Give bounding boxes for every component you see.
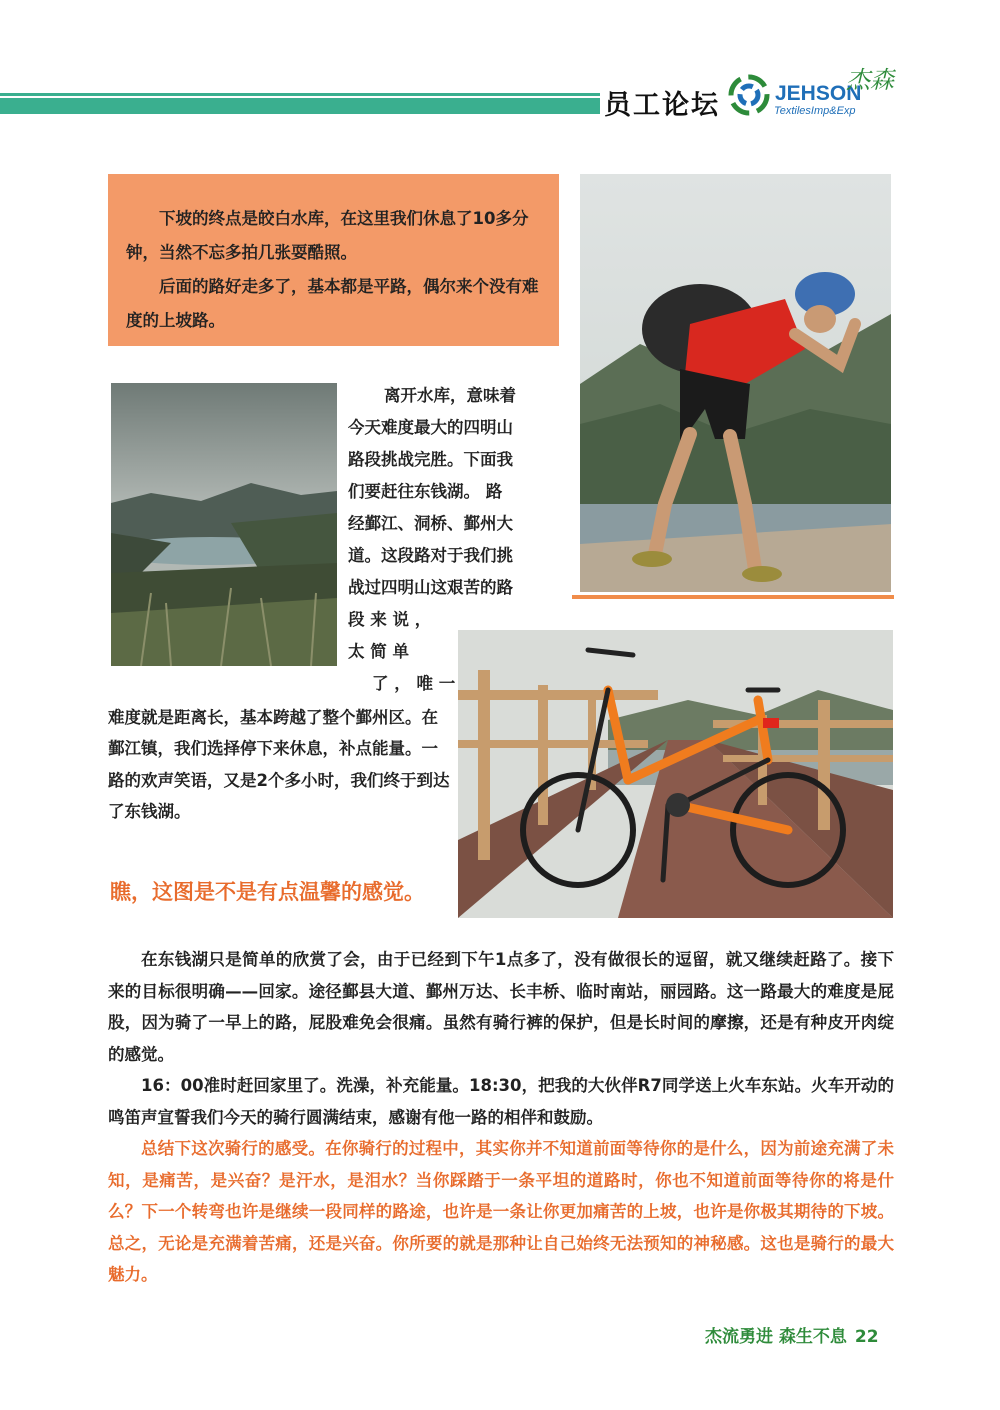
company-logo bbox=[728, 60, 898, 122]
main-para-1: 在东钱湖只是简单的欣赏了会，由于已经到下午1点多了，没有做很长的逗留，就又继续赶路了。接下来的目标很明确——回家。途径鄞县大道、鄞州万达、长丰桥、临时南站，丽园路。这一路最大的难度是屁股，因为骑了一早上的路，屁股难免会很痛。虽然有骑行裤的保护，但是长时间的摩擦，还是有种皮开肉绽的感觉。 bbox=[108, 950, 894, 1064]
wrap-line-8: 段 来 说 ， bbox=[348, 610, 432, 629]
wrap-line-1: 离开水库，意味着 bbox=[384, 386, 516, 405]
wrap-line-5: 经鄞江、洞桥、鄞州大 bbox=[348, 514, 513, 533]
logo-brand: JEHSON bbox=[775, 82, 862, 105]
wrap-line-10: 了 ， 唯 一 bbox=[372, 674, 456, 693]
wrap-line-2: 今天难度最大的四明山 bbox=[348, 418, 513, 437]
highlight-para-2: 后面的路好走多了，基本都是平路，偶尔来个没有难度的上坡路。 bbox=[126, 277, 539, 330]
highlight-box bbox=[108, 174, 559, 346]
footer-slogan: 杰流勇进 森生不息 bbox=[705, 1327, 847, 1347]
section-title: 员工论坛 bbox=[604, 90, 720, 121]
wrap-line-3: 路段挑战完胜。下面我 bbox=[348, 450, 513, 469]
main-article bbox=[108, 944, 894, 1291]
wrap-continuation: 难度就是距离长，基本跨越了整个鄞州区。在鄞江镇，我们选择停下来休息，补点能量。一路的欢声笑语，又是2个多小时，我们终于到达了东钱湖。 bbox=[108, 708, 450, 822]
photo-caption: 瞧，这图是不是有点温馨的感觉。 bbox=[110, 880, 425, 904]
wrap-line-4: 们要赶往东钱湖。 路 bbox=[348, 482, 503, 501]
wrap-line-6: 道。这段路对于我们挑 bbox=[348, 546, 513, 565]
header-stripe bbox=[0, 98, 600, 114]
page-number: 22 bbox=[854, 1327, 879, 1347]
wrap-line-9: 太 简 单 bbox=[348, 642, 409, 661]
logo-chinese: 杰森 bbox=[846, 66, 894, 94]
cyclist-photo bbox=[580, 174, 891, 592]
summary-para: 总结下这次骑行的感受。在你骑行的过程中，其实你并不知道前面等待你的是什么，因为前途充满了未知，是痛苦，是兴奋？是汗水，是泪水？当你踩踏于一条平坦的道路时，你也不知道前面等待你的将是什么？下一个转弯也许是继续一段同样的路途，也许是一条让你更加痛苦的上坡，也许是你极其期待的下坡。总之，无论是充满着苦痛，还是兴奋。你所要的就是那种让自己始终无法预知的神秘感。这也是骑行的最大魅力。 bbox=[108, 1139, 894, 1284]
highlight-para-1: 下坡的终点是皎白水库，在这里我们休息了10多分钟，当然不忘多拍几张耍酷照。 bbox=[126, 209, 529, 262]
wrap-line-7: 战过四明山这艰苦的路 bbox=[348, 578, 513, 597]
footer bbox=[705, 1322, 879, 1347]
photo-accent-line bbox=[572, 595, 894, 599]
main-para-2: 16：00准时赶回家里了。洗澡，补充能量。18:30，把我的大伙伴R7同学送上火车东站。火车开动的鸣笛声宣誓我们今天的骑行圆满结束，感谢有他一路的相伴和鼓励。 bbox=[108, 1076, 894, 1127]
logo-subtitle: TextilesImp&Exp bbox=[774, 105, 856, 117]
reservoir-photo bbox=[111, 383, 337, 666]
logo-mark-icon bbox=[728, 74, 770, 116]
